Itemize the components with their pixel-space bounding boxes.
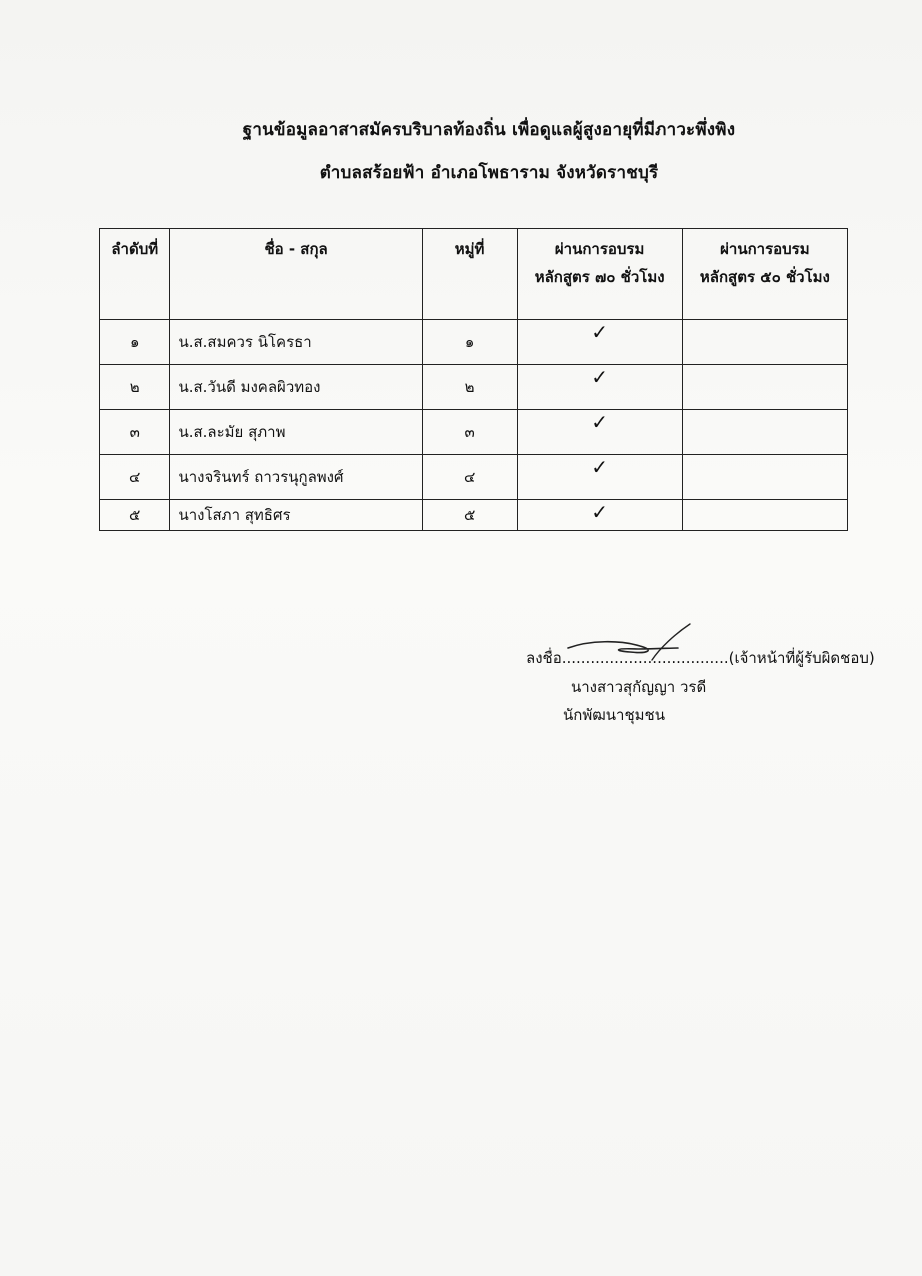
row-village: ๓ bbox=[422, 410, 517, 455]
signer-position: นักพัฒนาชุมชน bbox=[563, 706, 665, 724]
header-training-70 bbox=[517, 229, 682, 320]
row-training-70 bbox=[517, 500, 682, 531]
sign-role-note: (เจ้าหน้าที่ผู้รับผิดชอบ) bbox=[728, 649, 875, 667]
sign-prefix: ลงชื่อ bbox=[526, 649, 562, 667]
row-training-70 bbox=[517, 320, 682, 365]
row-no: ๑ bbox=[100, 320, 170, 365]
volunteer-table bbox=[99, 228, 848, 531]
row-name: น.ส.ละมัย สุภาพ bbox=[170, 410, 422, 455]
row-no: ๔ bbox=[100, 455, 170, 500]
header-training-50-line2: หลักสูตร ๕๐ ชั่วโมง bbox=[699, 268, 830, 286]
row-village: ๔ bbox=[422, 455, 517, 500]
row-training-70 bbox=[517, 455, 682, 500]
signer-name: นางสาวสุกัญญา วรดี bbox=[571, 678, 707, 696]
table-row bbox=[100, 410, 848, 455]
row-training-70 bbox=[517, 365, 682, 410]
row-no: ๕ bbox=[100, 500, 170, 531]
document-subtitle: ตำบลสร้อยฟ้า อำเภอโพธาราม จังหวัดราชบุรี bbox=[319, 163, 659, 183]
row-village: ๕ bbox=[422, 500, 517, 531]
row-training-50 bbox=[682, 410, 847, 455]
check-icon: ✓ bbox=[591, 320, 608, 344]
sign-dots: ................................... bbox=[561, 649, 729, 667]
row-name: น.ส.สมควร นิโครธา bbox=[170, 320, 422, 365]
row-no: ๒ bbox=[100, 365, 170, 410]
row-name: นางจรินทร์ ถาวรนุกูลพงศ์ bbox=[170, 455, 422, 500]
header-training-70-line1: ผ่านการอบรม bbox=[554, 240, 645, 258]
check-icon: ✓ bbox=[591, 410, 608, 434]
row-village: ๑ bbox=[422, 320, 517, 365]
check-icon: ✓ bbox=[591, 500, 608, 524]
header-name: ชื่อ - สกุล bbox=[170, 229, 422, 320]
header-training-70-line2: หลักสูตร ๗๐ ชั่วโมง bbox=[534, 268, 665, 286]
table-row bbox=[100, 455, 848, 500]
header-village: หมู่ที่ bbox=[422, 229, 517, 320]
row-training-50 bbox=[682, 500, 847, 531]
header-training-50-line1: ผ่านการอบรม bbox=[720, 240, 810, 258]
row-training-50 bbox=[682, 455, 847, 500]
row-training-50 bbox=[682, 320, 847, 365]
check-icon: ✓ bbox=[591, 455, 608, 479]
row-name: น.ส.วันดี มงคลผิวทอง bbox=[170, 365, 422, 410]
signature-line bbox=[526, 646, 875, 670]
table-header-row bbox=[100, 229, 848, 320]
document-title: ฐานข้อมูลอาสาสมัครบริบาลท้องถิ่น เพื่อดูแลผู้สูงอายุที่มีภาวะพึ่งพิง bbox=[242, 120, 736, 140]
row-no: ๓ bbox=[100, 410, 170, 455]
table-row bbox=[100, 365, 848, 410]
header-training-50 bbox=[682, 229, 847, 320]
header-no: ลำดับที่ bbox=[100, 229, 170, 320]
row-training-50 bbox=[682, 365, 847, 410]
check-icon: ✓ bbox=[591, 365, 608, 389]
table-row bbox=[100, 500, 848, 531]
row-training-70 bbox=[517, 410, 682, 455]
row-village: ๒ bbox=[422, 365, 517, 410]
table-row bbox=[100, 320, 848, 365]
row-name: นางโสภา สุทธิศร bbox=[170, 500, 422, 531]
